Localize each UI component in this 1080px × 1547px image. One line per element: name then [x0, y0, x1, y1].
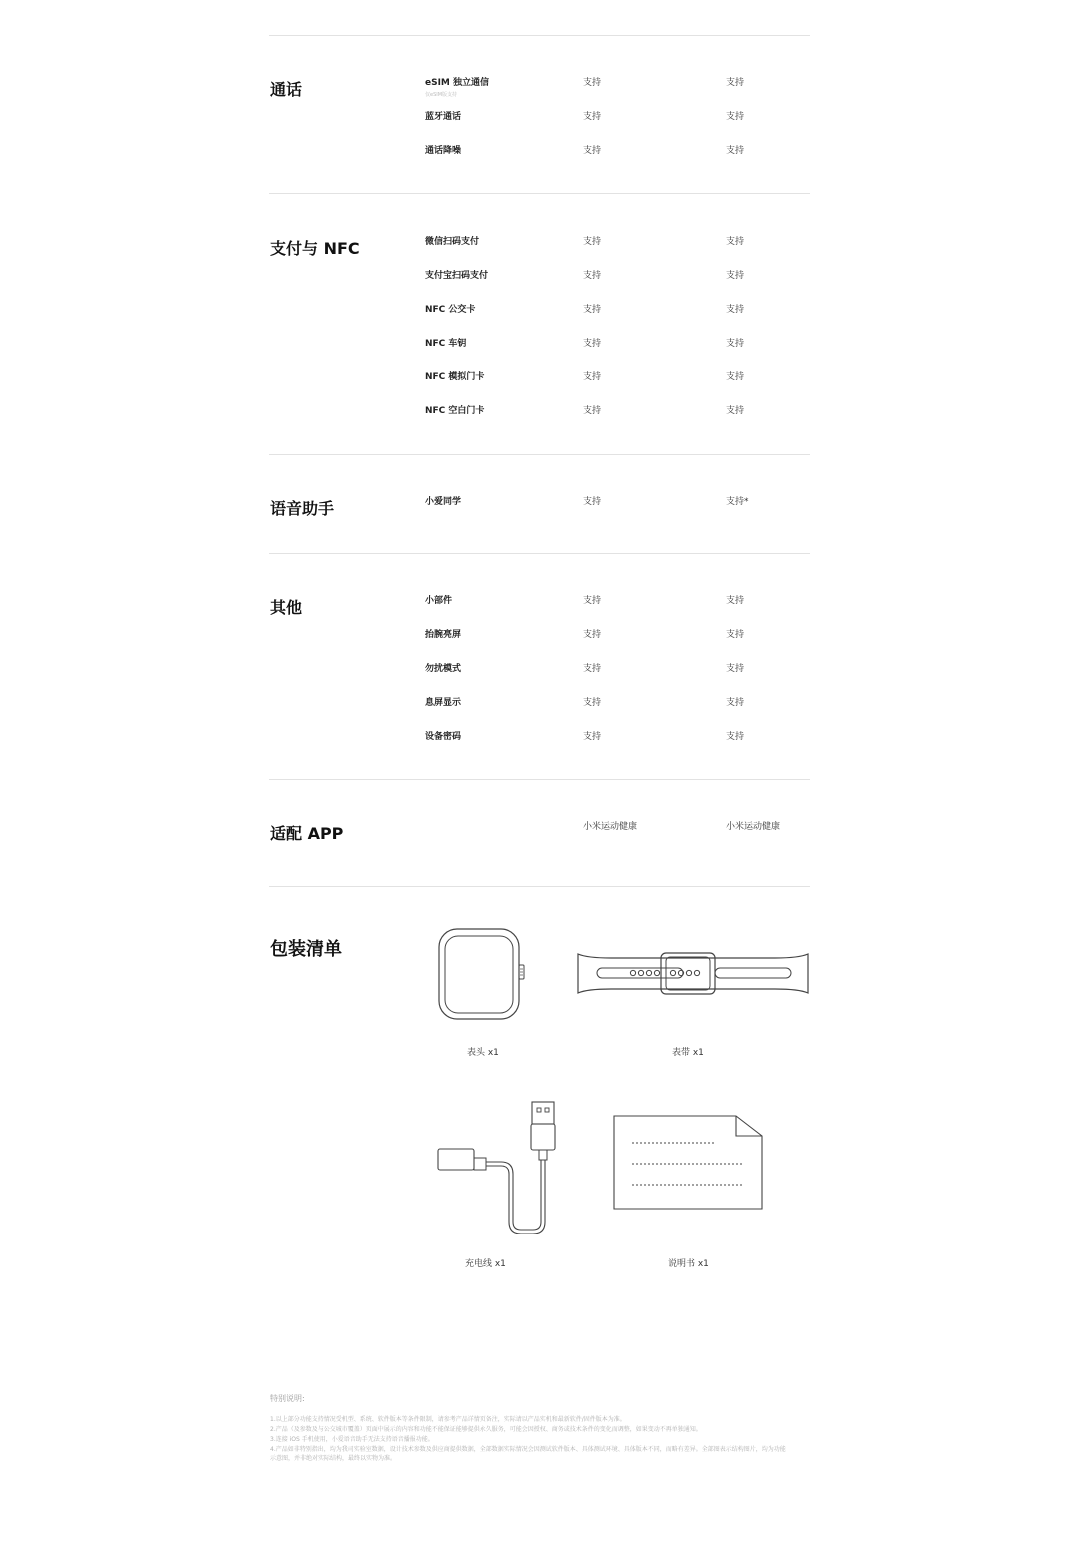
value-col1: 支持	[583, 372, 602, 382]
value-col1: 支持	[583, 664, 602, 674]
value-col1: 支持	[583, 237, 602, 247]
footnotes-title: 特别说明:	[270, 1394, 305, 1403]
value-col2: 支持	[726, 630, 745, 640]
feature-xiaoai: 小爱同学	[425, 497, 462, 507]
divider	[269, 35, 810, 36]
value-col2: 支持	[726, 78, 745, 88]
section-title-call: 通话	[270, 80, 303, 99]
watch-head-icon	[436, 926, 528, 1022]
value-col2: 支持	[726, 339, 745, 349]
value-col1: 支持	[583, 497, 602, 507]
manual-icon	[612, 1114, 764, 1212]
value-col1: 支持	[583, 596, 602, 606]
feature-esim-note: 仅eSIM版支持	[425, 92, 458, 98]
value-col2: 支持	[726, 698, 745, 708]
divider	[269, 193, 810, 194]
package-item-label: 充电线 x1	[465, 1259, 506, 1269]
value-col1: 支持	[583, 339, 602, 349]
section-title-app: 适配 APP	[270, 824, 344, 843]
divider	[269, 454, 810, 455]
value-col2: 支持	[726, 146, 745, 156]
feature-alipay: 支付宝扫码支付	[425, 271, 489, 281]
footnote-line: 3.连接 iOS 手机使用，小爱语音助手无法支持语音播报功能。	[270, 1436, 434, 1443]
value-col1: 支持	[583, 406, 602, 416]
feature-widgets: 小部件	[425, 596, 453, 606]
package-item-label: 表头 x1	[467, 1048, 499, 1058]
value-col2: 支持	[726, 664, 745, 674]
feature-raise-to-wake: 抬腕亮屏	[425, 630, 462, 640]
value-col1: 支持	[583, 630, 602, 640]
feature-nfc-door-card: NFC 模拟门卡	[425, 372, 485, 382]
footnote-line: 1.以上部分功能支持情况受机型、系统、软件版本等条件限制，请参考产品详情页备注，实际请以产品实机和最新软件/固件版本为准。	[270, 1416, 626, 1423]
feature-noise-reduction: 通话降噪	[425, 146, 462, 156]
section-title-package: 包装清单	[270, 939, 342, 960]
value-col2: 支持	[726, 305, 745, 315]
section-title-payment: 支付与 NFC	[270, 239, 360, 258]
feature-passcode: 设备密码	[425, 732, 462, 742]
divider	[269, 553, 810, 554]
package-item-label: 表带 x1	[672, 1048, 704, 1058]
feature-nfc-transit: NFC 公交卡	[425, 305, 476, 315]
value-col1: 支持	[583, 732, 602, 742]
footnote-line: 2.产品（及参数及与公交城市覆盖）页面中展示的内容和功能不能保证能够提供永久服务，可能会因授权、商务或技术条件的变化而调整，如果变动不再单独通知。	[270, 1426, 702, 1433]
feature-nfc-car-key: NFC 车钥	[425, 339, 467, 349]
section-title-other: 其他	[270, 598, 303, 617]
app-col1: 小米运动健康	[583, 822, 638, 832]
feature-bt-call: 蓝牙通话	[425, 112, 462, 122]
value-col1: 支持	[583, 305, 602, 315]
divider	[269, 779, 810, 780]
app-col2: 小米运动健康	[726, 822, 781, 832]
section-title-voice: 语音助手	[270, 499, 335, 518]
feature-wechat-pay: 微信扫码支付	[425, 237, 480, 247]
charging-cable-icon	[436, 1100, 566, 1234]
value-col2: 支持	[726, 237, 745, 247]
value-col1: 支持	[583, 146, 602, 156]
value-col2: 支持	[726, 372, 745, 382]
value-col2: 支持	[726, 406, 745, 416]
value-col1: 支持	[583, 271, 602, 281]
feature-aod: 息屏显示	[425, 698, 462, 708]
package-item-label: 说明书 x1	[668, 1259, 709, 1269]
value-col2: 支持*	[726, 497, 749, 507]
value-col2: 支持	[726, 596, 745, 606]
value-col2: 支持	[726, 112, 745, 122]
value-col1: 支持	[583, 78, 602, 88]
watch-strap-icon	[575, 950, 811, 998]
footnote-line: 4.产品如非特别指出，均为我司实验室数据，设计技术参数及供应商提供数据，全部数据实际情况会因测试软件版本、具体测试环境、具体版本不同，而略有差异。全部图表示结构图片，均为功能示意图，并非绝对实际结构，最终以实物为准。	[270, 1446, 786, 1462]
feature-dnd: 勿扰模式	[425, 664, 462, 674]
value-col1: 支持	[583, 112, 602, 122]
divider	[269, 886, 810, 887]
value-col1: 支持	[583, 698, 602, 708]
value-col2: 支持	[726, 732, 745, 742]
value-col2: 支持	[726, 271, 745, 281]
feature-nfc-blank-card: NFC 空白门卡	[425, 406, 485, 416]
feature-esim: eSIM 独立通信	[425, 78, 490, 88]
